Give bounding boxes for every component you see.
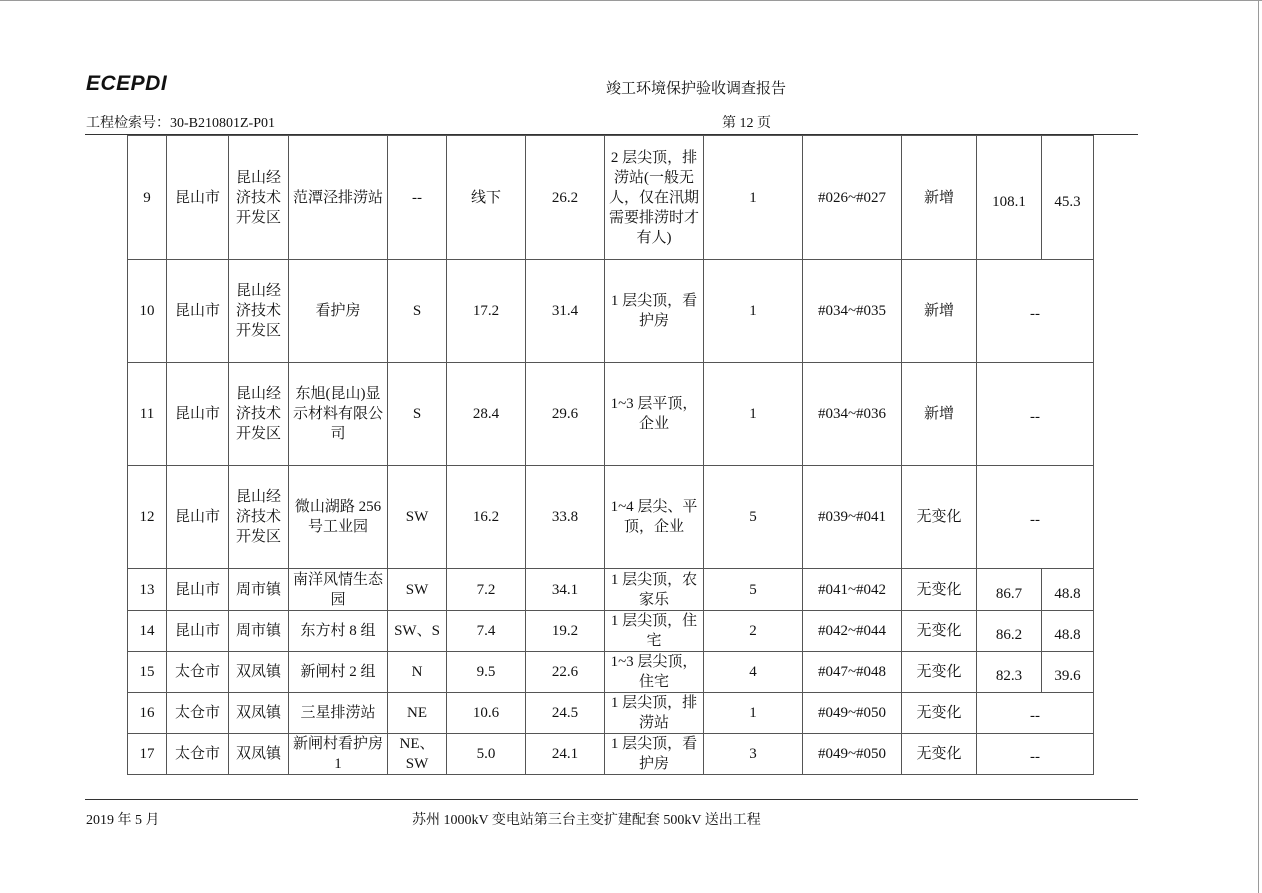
target-name-cell: 新闸村 2 组 xyxy=(289,652,388,693)
height-cell: 34.1 xyxy=(526,569,605,611)
count-cell: 3 xyxy=(704,734,803,775)
sensitive-targets-table xyxy=(127,135,1094,775)
row-number: 14 xyxy=(128,611,167,652)
merged-values-cell: -- xyxy=(977,693,1094,734)
status-cell: 无变化 xyxy=(902,611,977,652)
count-cell: 1 xyxy=(704,363,803,466)
height-cell: 29.6 xyxy=(526,363,605,466)
distance-cell: 10.6 xyxy=(447,693,526,734)
target-name-cell: 东旭(昆山)显示材料有限公司 xyxy=(289,363,388,466)
tower-span-cell: #049~#050 xyxy=(803,734,902,775)
status-cell: 无变化 xyxy=(902,466,977,569)
direction-cell: S xyxy=(388,363,447,466)
tower-span-cell: #049~#050 xyxy=(803,693,902,734)
merged-values-cell: -- xyxy=(977,466,1094,569)
target-name-cell: 南洋风情生态园 xyxy=(289,569,388,611)
page-number: 第 12 页 xyxy=(722,116,771,131)
city-cell: 昆山市 xyxy=(167,260,229,363)
building-description-cell: 2 层尖顶，排涝站(一般无人，仅在汛期需要排涝时才有人) xyxy=(605,136,704,260)
page-frame-right xyxy=(1258,0,1259,893)
tower-span-cell: #041~#042 xyxy=(803,569,902,611)
town-cell: 双凤镇 xyxy=(229,652,289,693)
height-cell: 22.6 xyxy=(526,652,605,693)
table-row xyxy=(128,734,1094,775)
height-cell: 33.8 xyxy=(526,466,605,569)
page-frame-top xyxy=(0,0,1262,1)
table-row xyxy=(128,136,1094,260)
count-cell: 2 xyxy=(704,611,803,652)
height-cell: 24.1 xyxy=(526,734,605,775)
status-cell: 无变化 xyxy=(902,569,977,611)
building-description-cell: 1 层尖顶，看护房 xyxy=(605,260,704,363)
value-1-cell: 86.2 xyxy=(977,611,1042,652)
count-cell: 5 xyxy=(704,569,803,611)
city-cell: 太仓市 xyxy=(167,734,229,775)
target-name-cell: 三星排涝站 xyxy=(289,693,388,734)
row-number: 13 xyxy=(128,569,167,611)
merged-values-cell: -- xyxy=(977,734,1094,775)
city-cell: 昆山市 xyxy=(167,136,229,260)
building-description-cell: 1 层尖顶，住宅 xyxy=(605,611,704,652)
table-row xyxy=(128,569,1094,611)
table-row xyxy=(128,466,1094,569)
distance-cell: 17.2 xyxy=(447,260,526,363)
direction-cell: SW xyxy=(388,466,447,569)
building-description-cell: 1~3 层尖顶，住宅 xyxy=(605,652,704,693)
table-row xyxy=(128,652,1094,693)
table-row xyxy=(128,363,1094,466)
count-cell: 5 xyxy=(704,466,803,569)
direction-cell: -- xyxy=(388,136,447,260)
town-cell: 周市镇 xyxy=(229,569,289,611)
value-2-cell: 48.8 xyxy=(1042,569,1094,611)
building-description-cell: 1 层尖顶，看护房 xyxy=(605,734,704,775)
report-date: 2019 年 5 月 xyxy=(86,813,160,828)
target-name-cell: 东方村 8 组 xyxy=(289,611,388,652)
town-cell: 昆山经济技术开发区 xyxy=(229,466,289,569)
building-description-cell: 1 层尖顶，农家乐 xyxy=(605,569,704,611)
company-logo: ECEPDI xyxy=(86,72,168,95)
height-cell: 31.4 xyxy=(526,260,605,363)
tower-span-cell: #039~#041 xyxy=(803,466,902,569)
count-cell: 4 xyxy=(704,652,803,693)
merged-values-cell: -- xyxy=(977,363,1094,466)
direction-cell: S xyxy=(388,260,447,363)
building-description-cell: 1~4 层尖、平顶，企业 xyxy=(605,466,704,569)
building-description-cell: 1~3 层平顶，企业 xyxy=(605,363,704,466)
town-cell: 双凤镇 xyxy=(229,734,289,775)
row-number: 9 xyxy=(128,136,167,260)
height-cell: 24.5 xyxy=(526,693,605,734)
city-cell: 太仓市 xyxy=(167,693,229,734)
row-number: 11 xyxy=(128,363,167,466)
city-cell: 昆山市 xyxy=(167,611,229,652)
direction-cell: NE、SW xyxy=(388,734,447,775)
count-cell: 1 xyxy=(704,260,803,363)
value-2-cell: 48.8 xyxy=(1042,611,1094,652)
direction-cell: SW、S xyxy=(388,611,447,652)
city-cell: 昆山市 xyxy=(167,466,229,569)
value-1-cell: 108.1 xyxy=(977,136,1042,260)
value-1-cell: 86.7 xyxy=(977,569,1042,611)
town-cell: 昆山经济技术开发区 xyxy=(229,136,289,260)
project-name: 苏州 1000kV 变电站第三台主变扩建配套 500kV 送出工程 xyxy=(412,813,761,828)
value-2-cell: 39.6 xyxy=(1042,652,1094,693)
count-cell: 1 xyxy=(704,693,803,734)
height-cell: 26.2 xyxy=(526,136,605,260)
merged-values-cell: -- xyxy=(977,260,1094,363)
distance-cell: 线下 xyxy=(447,136,526,260)
target-name-cell: 微山湖路 256 号工业园 xyxy=(289,466,388,569)
distance-cell: 5.0 xyxy=(447,734,526,775)
distance-cell: 9.5 xyxy=(447,652,526,693)
status-cell: 无变化 xyxy=(902,734,977,775)
status-cell: 无变化 xyxy=(902,652,977,693)
town-cell: 昆山经济技术开发区 xyxy=(229,363,289,466)
row-number: 17 xyxy=(128,734,167,775)
direction-cell: NE xyxy=(388,693,447,734)
direction-cell: N xyxy=(388,652,447,693)
target-name-cell: 范潭泾排涝站 xyxy=(289,136,388,260)
footer-rule xyxy=(85,799,1138,800)
table-row xyxy=(128,693,1094,734)
tower-span-cell: #034~#035 xyxy=(803,260,902,363)
distance-cell: 28.4 xyxy=(447,363,526,466)
status-cell: 新增 xyxy=(902,136,977,260)
city-cell: 昆山市 xyxy=(167,569,229,611)
height-cell: 19.2 xyxy=(526,611,605,652)
direction-cell: SW xyxy=(388,569,447,611)
status-cell: 新增 xyxy=(902,260,977,363)
building-description-cell: 1 层尖顶，排涝站 xyxy=(605,693,704,734)
city-cell: 昆山市 xyxy=(167,363,229,466)
project-index-number: 工程检索号：30-B210801Z-P01 xyxy=(86,116,275,131)
row-number: 16 xyxy=(128,693,167,734)
tower-span-cell: #034~#036 xyxy=(803,363,902,466)
status-cell: 新增 xyxy=(902,363,977,466)
distance-cell: 7.4 xyxy=(447,611,526,652)
target-name-cell: 看护房 xyxy=(289,260,388,363)
distance-cell: 16.2 xyxy=(447,466,526,569)
table-row xyxy=(128,260,1094,363)
town-cell: 周市镇 xyxy=(229,611,289,652)
tower-span-cell: #047~#048 xyxy=(803,652,902,693)
target-name-cell: 新闸村看护房 1 xyxy=(289,734,388,775)
row-number: 10 xyxy=(128,260,167,363)
tower-span-cell: #026~#027 xyxy=(803,136,902,260)
town-cell: 昆山经济技术开发区 xyxy=(229,260,289,363)
row-number: 15 xyxy=(128,652,167,693)
value-2-cell: 45.3 xyxy=(1042,136,1094,260)
document-title: 竣工环境保护验收调查报告 xyxy=(606,81,787,97)
count-cell: 1 xyxy=(704,136,803,260)
value-1-cell: 82.3 xyxy=(977,652,1042,693)
row-number: 12 xyxy=(128,466,167,569)
status-cell: 无变化 xyxy=(902,693,977,734)
distance-cell: 7.2 xyxy=(447,569,526,611)
town-cell: 双凤镇 xyxy=(229,693,289,734)
city-cell: 太仓市 xyxy=(167,652,229,693)
table-row xyxy=(128,611,1094,652)
tower-span-cell: #042~#044 xyxy=(803,611,902,652)
